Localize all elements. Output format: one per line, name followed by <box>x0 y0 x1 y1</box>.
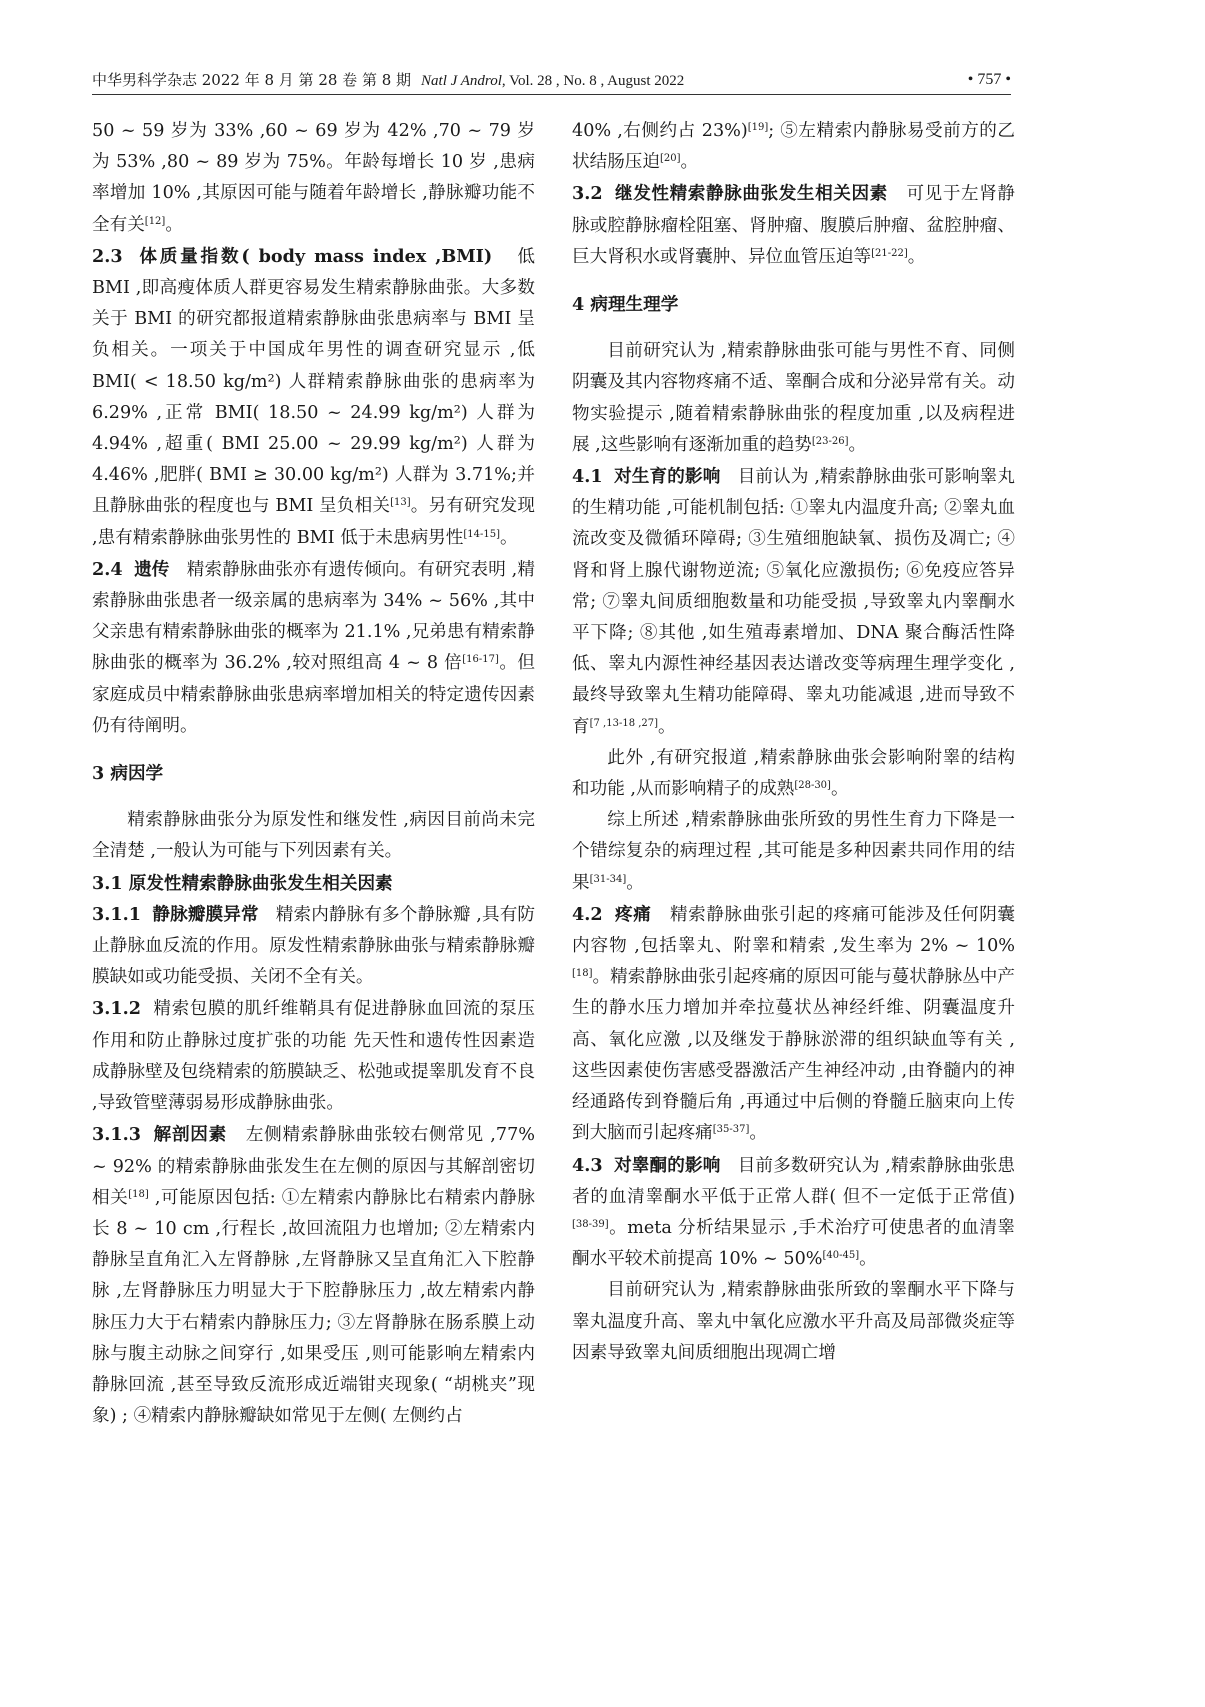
paragraph-text: 。 <box>907 246 926 267</box>
paragraph-text: 。 <box>165 214 183 235</box>
citation-ref: [18] <box>572 968 593 980</box>
page-number: • 757 • <box>967 71 1011 88</box>
citation-ref: [38-39] <box>572 1218 609 1230</box>
section-number: 3.1.3 <box>92 1124 141 1146</box>
paragraph-text: 50 ~ 59 岁为 33% ,60 ~ 69 岁为 42% ,70 ~ 79 岁为 53% ,80 ~ 89 岁为 75%。年龄每增长 10 岁 ,患病率增加 10% ,其原因可能与随着年龄增长 ,静脉瓣功能不全有关 <box>92 121 535 235</box>
journal-citation <box>92 66 684 95</box>
paragraph-text: 。 <box>626 872 644 893</box>
paragraph-text: 精索内静脉有多个静脉瓣 ,具有防止静脉血反流的作用。原发性精索静脉曲张与精索静脉瓣膜缺如或功能受损、关闭不全有关。 <box>92 904 535 988</box>
section-title: 体质量指数( body mass index ,BMI) <box>139 245 493 267</box>
paragraph-text: 40% ,右侧约占 23%) <box>572 121 748 141</box>
section-number: 4.2 <box>572 903 603 925</box>
citation-ref: [40-45] <box>822 1250 860 1262</box>
journal-name-cn: 中华男科学杂志 2022 年 8 月 第 28 卷 第 8 期 <box>92 71 412 89</box>
paragraph-text: 。meta 分析结果显示 ,手术治疗可使患者的血清睾酮水平较术前提高 10% ~ 50% <box>572 1217 1015 1270</box>
journal-volume-info: , Vol. 28 , No. 8 , August 2022 <box>501 73 685 89</box>
section-4-2 <box>572 899 1015 1150</box>
citation-ref: [21-22] <box>871 247 908 259</box>
section-3-heading: 3 病因学 <box>92 763 164 785</box>
journal-abbrev: Natl J Androl <box>421 73 502 89</box>
citation-ref: [19] <box>747 122 769 133</box>
paragraph-text: 目前认为 ,精索静脉曲张可影响睾丸的生精功能 ,可能机制包括: ①睾丸内温度升高; ②睾丸血流改变及微循环障碍; ③生殖细胞缺氧、损伤及凋亡; ④肾和肾上腺代谢物逆流; ⑤氧化应激损伤; ⑥免疫应答异常; ⑦睾丸间质细胞数量和功能受损 ,导致睾丸内睾酮水平下降; ⑧其他 ,如生殖毒素增加、DNA 聚合酶活性降低、睾丸内源性神经基因表达谱改变等病理生理学变化 ,最终导致睾丸生精功能障碍、睾丸功能减退 ,进而导致不育 <box>572 467 1016 737</box>
left-column <box>92 116 535 1432</box>
citation-ref: [7 ,13-18 ,27] <box>589 717 659 729</box>
paragraph-text: 精索包膜的肌纤维鞘具有促进静脉血回流的泵压作用和防止静脉过度扩张的功能 先天性和遗传性因素造成静脉壁及包绕精索的筋膜缺乏、松弛或提睾肌发育不良 ,导致管壁薄弱易形成静脉曲张。 <box>92 999 535 1114</box>
paragraph-text: 目前多数研究认为 ,精索静脉曲张患者的血清睾酮水平低于正常人群( 但不一定低于正常值) <box>572 1155 1016 1207</box>
paragraph-text: ,可能原因包括: ①左精索内静脉比右精索内静脉长 8 ~ 10 cm ,行程长 ,故回流阻力也增加; ②左精索内静脉呈直角汇入左肾静脉 ,左肾静脉又呈直角汇入下腔静脉 ,左肾静脉压力明显大于下腔静脉压力 ,故左精索内静脉压力大于右精索内静脉压力; ③左肾静脉在肠系膜上动脉与腹主动脉之间穿行 ,如果受压 ,则可能影响左精索内静脉回流 ,甚至导致反流形成近端钳夹现象( “胡桃夹”现象) ; ④精索内静脉瓣缺如常见于左侧( 左侧约占 <box>92 1187 535 1427</box>
section-number: 3.1.2 <box>92 998 141 1020</box>
paragraph-text: 左侧精索静脉曲张较右侧常见 ,77% ~ 92% 的精索静脉曲张发生在左侧的原因与其解剖密切相关 <box>92 1125 535 1208</box>
paragraph-text: 。 <box>859 1249 877 1270</box>
paragraph-text: 精索静脉曲张引起的疼痛可能涉及任何阴囊内容物 ,包括睾丸、附睾和精索 ,发生率为 2% ~ 10% <box>572 904 1015 957</box>
paragraph-text: 综上所述 ,精索静脉曲张所致的男性生育力下降是一个错综复杂的病理过程 ,其可能是多种因素共同作用的结果 <box>572 810 1015 893</box>
citation-ref: [20] <box>659 153 681 165</box>
right-column <box>572 116 1015 1369</box>
paragraph-text: 。 <box>749 1123 768 1144</box>
paragraph-text: 目前研究认为 ,精索静脉曲张可能与男性不育、同侧阴囊及其内容物疼痛不适、睾酮合成和分泌异常有关。动物实验提示 ,随着精索静脉曲张的程度加重 ,以及病程进展 ,这些影响有逐渐加重的趋势 <box>572 341 1015 455</box>
citation-ref: [31-34] <box>589 873 627 885</box>
paragraph-text: 可见于左肾静脉或腔静脉瘤栓阻塞、肾肿瘤、腹膜后肿瘤、盆腔肿瘤、巨大肾积水或肾囊肿、异位血管压迫等 <box>572 184 1016 267</box>
journal-name-en <box>421 73 684 89</box>
section-number: 4.3 <box>572 1154 603 1176</box>
paragraph-text: 。 <box>500 527 518 548</box>
paragraph-text: 低 BMI ,即高瘦体质人群更容易发生精索静脉曲张。大多数关于 BMI 的研究都报道精索静脉曲张患病率与 BMI 呈负相关。一项关于中国成年男性的调查研究显示 ,低 BMI( < 18.50 kg/m²) 人群精索静脉曲张的患病率为 6.29% ,正常 BMI( 18.50 ~ 24.99 kg/m²) 人群为 4.94% ,超重( BMI 25.00 ~ 29.99 kg/m²) 人群为 4.46% ,肥胖( BMI ≥ 30.00 kg/m²) 人群为 3.71%;并且静脉曲张的程度也与 BMI 呈负相关 <box>92 246 536 517</box>
paragraph-text: 。 <box>680 152 699 173</box>
section-3-1-1 <box>92 899 535 994</box>
citation-ref: [14-15] <box>463 528 501 540</box>
section-3-2 <box>572 178 1015 273</box>
section-number: 3.2 <box>572 183 603 205</box>
section-title: 静脉瓣膜异常 <box>152 903 259 925</box>
section-3-1-heading: 3.1 原发性精索静脉曲张发生相关因素 <box>92 872 393 894</box>
citation-ref: [16-17] <box>462 654 499 666</box>
paragraph-text: 。另有研究发现 ,患有精索静脉曲张男性的 BMI 低于未患病男性 <box>92 496 535 548</box>
section-3-1-3 <box>92 1119 535 1432</box>
section-number: 2.3 <box>92 245 123 267</box>
citation-ref: [23-26] <box>811 435 849 447</box>
section-title: 对生育的影响 <box>614 466 721 488</box>
section-3-intro: 精索静脉曲张分为原发性和继发性 ,病因目前尚未完全清楚 ,一般认为可能与下列因素有关。 <box>92 810 535 862</box>
section-title: 疼痛 <box>615 903 652 925</box>
section-number: 2.4 <box>92 558 123 580</box>
section-4-3 <box>572 1150 1015 1276</box>
section-title: 遗传 <box>134 558 170 580</box>
section-4-intro <box>572 336 1015 461</box>
section-number: 4.1 <box>572 466 603 488</box>
section-title: 对睾酮的影响 <box>614 1154 721 1176</box>
paragraph-text: 。 <box>658 716 676 737</box>
citation-ref: [13] <box>390 497 411 509</box>
paragraph-text: 。 <box>848 434 867 455</box>
paragraph-text: 。 <box>830 779 849 800</box>
paragraph-age <box>92 116 535 241</box>
paragraph-epididymis <box>572 743 1015 805</box>
section-3-1-2 <box>92 993 535 1119</box>
paragraph-last: 目前研究认为 ,精索静脉曲张所致的睾酮水平下降与睾丸温度升高、睾丸中氧化应激水平升高及局部微炎症等因素导致睾丸间质细胞出现凋亡增 <box>572 1280 1015 1363</box>
citation-ref: [28-30] <box>794 780 831 792</box>
citation-ref: [18] <box>128 1188 149 1200</box>
section-title: 解剖因素 <box>153 1124 227 1146</box>
section-2-4 <box>92 554 535 742</box>
paragraph-text: 。但家庭成员中精索静脉曲张患病率增加相关的特定遗传因素仍有待阐明。 <box>92 653 535 736</box>
paragraph-text: 精索静脉曲张亦有遗传倾向。有研究表明 ,精索静脉曲张患者一级亲属的患病率为 34% ~ 56% ,其中父亲患有精索静脉曲张的概率为 21.1% ,兄弟患有精索静脉曲张的概率为 36.2% ,较对照组高 4 ~ 8 倍 <box>92 559 535 674</box>
paragraph-continued <box>572 116 1015 178</box>
paragraph-text: ; ⑤左精索内静脉易受前方的乙状结肠压迫 <box>572 121 1015 173</box>
section-4-heading: 4 病理生理学 <box>572 294 679 316</box>
paragraph-text: 此外 ,有研究报道 ,精索静脉曲张会影响附睾的结构和功能 ,从而影响精子的成熟 <box>572 747 1015 800</box>
paragraph-text: 。精索静脉曲张引起疼痛的原因可能与蔓状静脉丛中产生的静水压力增加并牵拉蔓状丛神经纤维、阴囊温度升高、氧化应激 ,以及继发于静脉淤滞的组织缺血等有关 ,这些因素使伤害感受器激活产生神经冲动 ,由脊髓内的神经通路传到脊髓后角 ,再通过中后侧的脊髓丘脑束向上传到大脑而引起疼痛 <box>572 967 1015 1144</box>
section-2-3 <box>92 241 535 554</box>
citation-ref: [12] <box>144 215 166 227</box>
citation-ref: [35-37] <box>712 1124 750 1136</box>
running-header <box>92 66 1011 95</box>
section-number: 3.1.1 <box>92 903 141 925</box>
section-4-1 <box>572 461 1015 743</box>
section-title: 继发性精索静脉曲张发生相关因素 <box>615 183 888 205</box>
paragraph-summary <box>572 805 1015 899</box>
